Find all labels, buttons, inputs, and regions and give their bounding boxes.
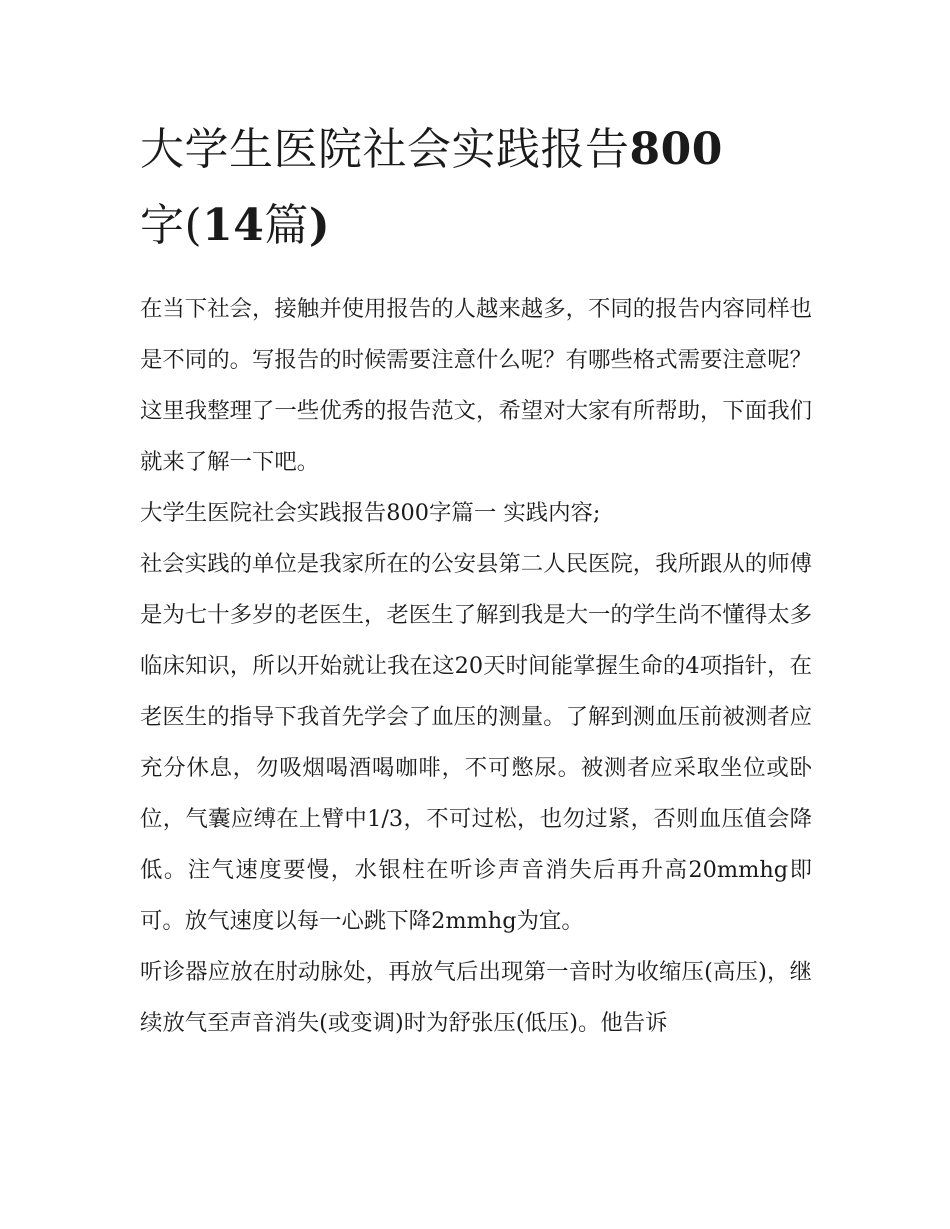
intro-paragraph: 在当下社会，接触并使用报告的人越来越多，不同的报告内容同样也是不同的。写报告的时候需要注意什么呢？有哪些格式需要注意呢？这里我整理了一些优秀的报告范文，希望对大家有所帮助，下面我们就来了解一下吧。 <box>140 296 812 475</box>
title-close: ) <box>308 200 331 251</box>
title-number: 800 <box>629 124 723 175</box>
title-count: 14 <box>202 200 265 251</box>
stethoscope-paragraph: 听诊器应放在肘动脉处，再放气后出现第一音时为收缩压(高压)，继续放气至声音消失(或变调)时为舒张压(低压)。他告诉 <box>140 959 812 1036</box>
title-suffix-word: 篇 <box>264 200 309 251</box>
document-body <box>140 284 812 1049</box>
title-middle: 字( <box>140 200 203 251</box>
section-heading-paragraph: 大学生医院社会实践报告800字篇一 实践内容; <box>140 500 601 526</box>
practice-paragraph: 社会实践的单位是我家所在的公安县第二人民医院，我所跟从的师傅是为七十多岁的老医生，老医生了解到我是大一的学生尚不懂得太多临床知识，所以开始就让我在这20天时间能掌握生命的4项指针，在老医生的指导下我首先学会了血压的测量。了解到测血压前被测者应充分休息，勿吸烟喝酒喝咖啡，不可憋尿。被测者应采取坐位或卧位，气囊应缚在上臂中1/3，不可过松，也勿过紧，否则血压值会降低。注气速度要慢，水银柱在听诊声音消失后再升高20mmhg即可。放气速度以每一心跳下降2mmhg为宜。 <box>140 551 812 934</box>
title-prefix: 大学生医院社会实践报告 <box>140 124 630 175</box>
document-page <box>140 112 812 1049</box>
document-title <box>140 112 812 264</box>
